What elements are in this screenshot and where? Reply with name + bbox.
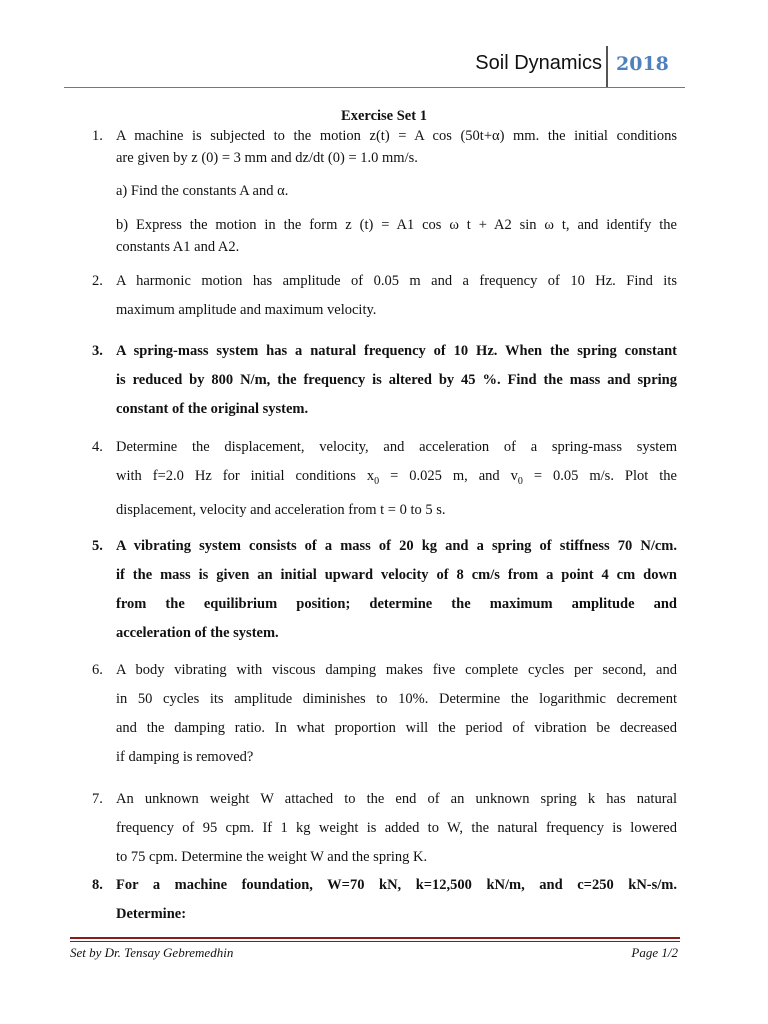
text-segment: = 0.05 m/s. Plot the: [522, 468, 677, 484]
question-line: constant of the original system.: [116, 401, 309, 417]
text-segment: with f=2.0 Hz for initial conditions x: [116, 468, 375, 484]
question-line: frequency of 95 cpm. If 1 kg weight is added to W, the natural frequency is lowered: [116, 820, 677, 836]
exercise-set-title: Exercise Set 1: [341, 108, 427, 124]
question-line: b) Express the motion in the form z (t) = A1 cos ω t + A2 sin ω t, and identify the: [116, 217, 677, 233]
question-line: and the damping ratio. In what proportion will the period of vibration be decreased: [116, 720, 677, 736]
header-rule: [64, 87, 685, 88]
question-1: [92, 125, 677, 169]
question-line: is reduced by 800 N/m, the frequency is altered by 45 %. Find the mass and spring: [116, 372, 677, 388]
question-number: 7.: [92, 791, 103, 807]
text-segment: = 0.025 m, and v: [379, 468, 518, 484]
header-year: 2018: [616, 53, 669, 75]
course-title: Soil Dynamics: [475, 52, 602, 74]
question-5: [92, 532, 677, 648]
question-line: to 75 cpm. Determine the weight W and the spring K.: [116, 849, 428, 865]
question-line: constants A1 and A2.: [116, 239, 240, 255]
subscript: 0: [374, 475, 380, 487]
question-line: A harmonic motion has amplitude of 0.05 m and a frequency of 10 Hz. Find its: [116, 273, 677, 289]
subscript: 0: [517, 475, 523, 487]
question-number: 8.: [92, 877, 103, 893]
question-line: A spring-mass system has a natural frequency of 10 Hz. When the spring constant: [116, 343, 677, 359]
question-line: displacement, velocity and acceleration from t = 0 to 5 s.: [116, 501, 446, 518]
question-number: 2.: [92, 273, 103, 289]
question-line: A body vibrating with viscous damping makes five complete cycles per second, and: [116, 662, 677, 678]
footer-author: Set by Dr. Tensay Gebremedhin: [70, 945, 234, 960]
question-line: in 50 cycles its amplitude diminishes to 10%. Determine the logarithmic decrement: [116, 691, 677, 707]
footer-rule: [70, 941, 680, 942]
question-line: For a machine foundation, W=70 kN, k=12,500 kN/m, and c=250 kN-s/m.: [116, 877, 677, 893]
question-2: [92, 267, 677, 325]
question-number: 6.: [92, 662, 103, 678]
footer-rule: [70, 937, 680, 939]
question-line: from the equilibrium position; determine the maximum amplitude and: [116, 596, 677, 612]
question-line: if the mass is given an initial upward velocity of 8 cm/s from a point 4 cm down: [116, 567, 677, 583]
question-line: acceleration of the system.: [116, 625, 279, 641]
question-number: 5.: [92, 538, 103, 554]
question-6: [92, 656, 677, 772]
question-4: [92, 433, 677, 525]
question-number: 1.: [92, 128, 103, 144]
header-divider: [606, 46, 608, 88]
question-line: if damping is removed?: [116, 749, 254, 765]
question-line: [116, 462, 677, 496]
question-line: A vibrating system consists of a mass of 20 kg and a spring of stiffness 70 N/cm.: [116, 538, 677, 554]
question-line: maximum amplitude and maximum velocity.: [116, 302, 377, 318]
question-number: 3.: [92, 343, 103, 359]
question-1-part-a: a) Find the constants A and α.: [116, 183, 289, 199]
question-line: Determine the displacement, velocity, and acceleration of a spring-mass system: [116, 439, 677, 455]
question-3: [92, 337, 677, 424]
question-line: An unknown weight W attached to the end of an unknown spring k has natural: [116, 791, 677, 807]
question-number: 4.: [92, 439, 103, 455]
question-8: [92, 871, 677, 929]
question-line: are given by z (0) = 3 mm and dz/dt (0) = 1.0 mm/s.: [116, 150, 418, 166]
footer-page-number: Page 1/2: [631, 945, 678, 960]
question-line: A machine is subjected to the motion z(t) = A cos (50t+α) mm. the initial conditions: [116, 128, 677, 144]
question-7: [92, 785, 677, 872]
question-line: Determine:: [116, 906, 187, 922]
question-1-part-b: [116, 214, 677, 258]
